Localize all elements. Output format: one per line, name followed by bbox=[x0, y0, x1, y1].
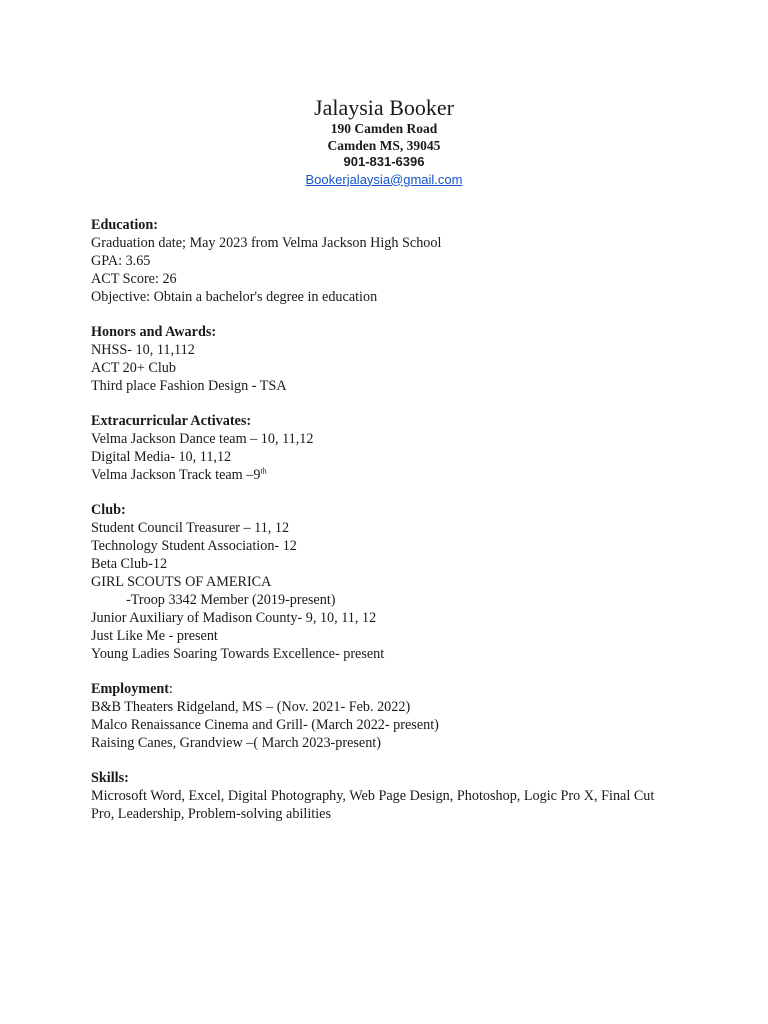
resume-header bbox=[0, 95, 768, 189]
extracurricular-heading: Extracurricular Activates: bbox=[91, 413, 252, 429]
candidate-name: Jalaysia Booker bbox=[314, 95, 454, 120]
club-section bbox=[91, 501, 691, 663]
club-line: Beta Club-12 bbox=[91, 556, 168, 572]
honors-heading: Honors and Awards: bbox=[91, 324, 217, 340]
street-address: 190 Camden Road bbox=[330, 121, 438, 136]
club-line: Junior Auxiliary of Madison County- 9, 10, 11, 12 bbox=[91, 610, 377, 626]
education-line: GPA: 3.65 bbox=[91, 253, 151, 269]
club-line: Young Ladies Soaring Towards Excellence- present bbox=[91, 646, 385, 662]
education-line: Graduation date; May 2023 from Velma Jackson High School bbox=[91, 235, 442, 251]
club-line: GIRL SCOUTS OF AMERICA bbox=[91, 574, 272, 590]
employment-section bbox=[91, 680, 691, 752]
club-line: Technology Student Association- 12 bbox=[91, 538, 297, 554]
skills-text: Microsoft Word, Excel, Digital Photography, Web Page Design, Photoshop, Logic Pro X, Final Cut Pro, Leadership, Problem-solving abilities bbox=[91, 788, 655, 822]
employment-line: Malco Renaissance Cinema and Grill- (March 2022- present) bbox=[91, 717, 439, 733]
employment-heading: Employment bbox=[91, 681, 170, 697]
ordinal-suffix: th bbox=[260, 466, 267, 476]
honors-line: NHSS- 10, 11,112 bbox=[91, 342, 195, 358]
extracurricular-line: Velma Jackson Dance team – 10, 11,12 bbox=[91, 431, 314, 447]
email-link[interactable]: Bookerjalaysia@gmail.com bbox=[305, 171, 463, 187]
honors-section bbox=[91, 323, 691, 395]
skills-heading: Skills: bbox=[91, 770, 129, 786]
extracurricular-section bbox=[91, 412, 691, 484]
education-heading: Education: bbox=[91, 217, 159, 233]
honors-line: Third place Fashion Design - TSA bbox=[91, 378, 287, 394]
employment-heading-colon: : bbox=[169, 681, 173, 697]
extracurricular-track-line bbox=[91, 466, 691, 484]
track-team-text: Velma Jackson Track team –9 bbox=[91, 467, 261, 483]
employment-line: B&B Theaters Ridgeland, MS – (Nov. 2021- Feb. 2022) bbox=[91, 699, 411, 715]
education-line: ACT Score: 26 bbox=[91, 271, 177, 287]
education-line: Objective: Obtain a bachelor's degree in education bbox=[91, 289, 378, 305]
club-line: Just Like Me - present bbox=[91, 628, 218, 644]
employment-heading-row bbox=[91, 680, 691, 698]
honors-line: ACT 20+ Club bbox=[91, 360, 176, 376]
club-line: Student Council Treasurer – 11, 12 bbox=[91, 520, 290, 536]
club-heading: Club: bbox=[91, 502, 126, 518]
skills-section bbox=[91, 769, 691, 823]
extracurricular-line: Digital Media- 10, 11,12 bbox=[91, 449, 232, 465]
resume-body bbox=[91, 216, 691, 840]
phone-number: 901-831-6396 bbox=[343, 154, 425, 169]
education-section bbox=[91, 216, 691, 306]
city-state-zip: Camden MS, 39045 bbox=[327, 137, 441, 153]
club-indented-line: -Troop 3342 Member (2019-present) bbox=[126, 592, 336, 608]
employment-line: Raising Canes, Grandview –( March 2023-present) bbox=[91, 735, 381, 751]
